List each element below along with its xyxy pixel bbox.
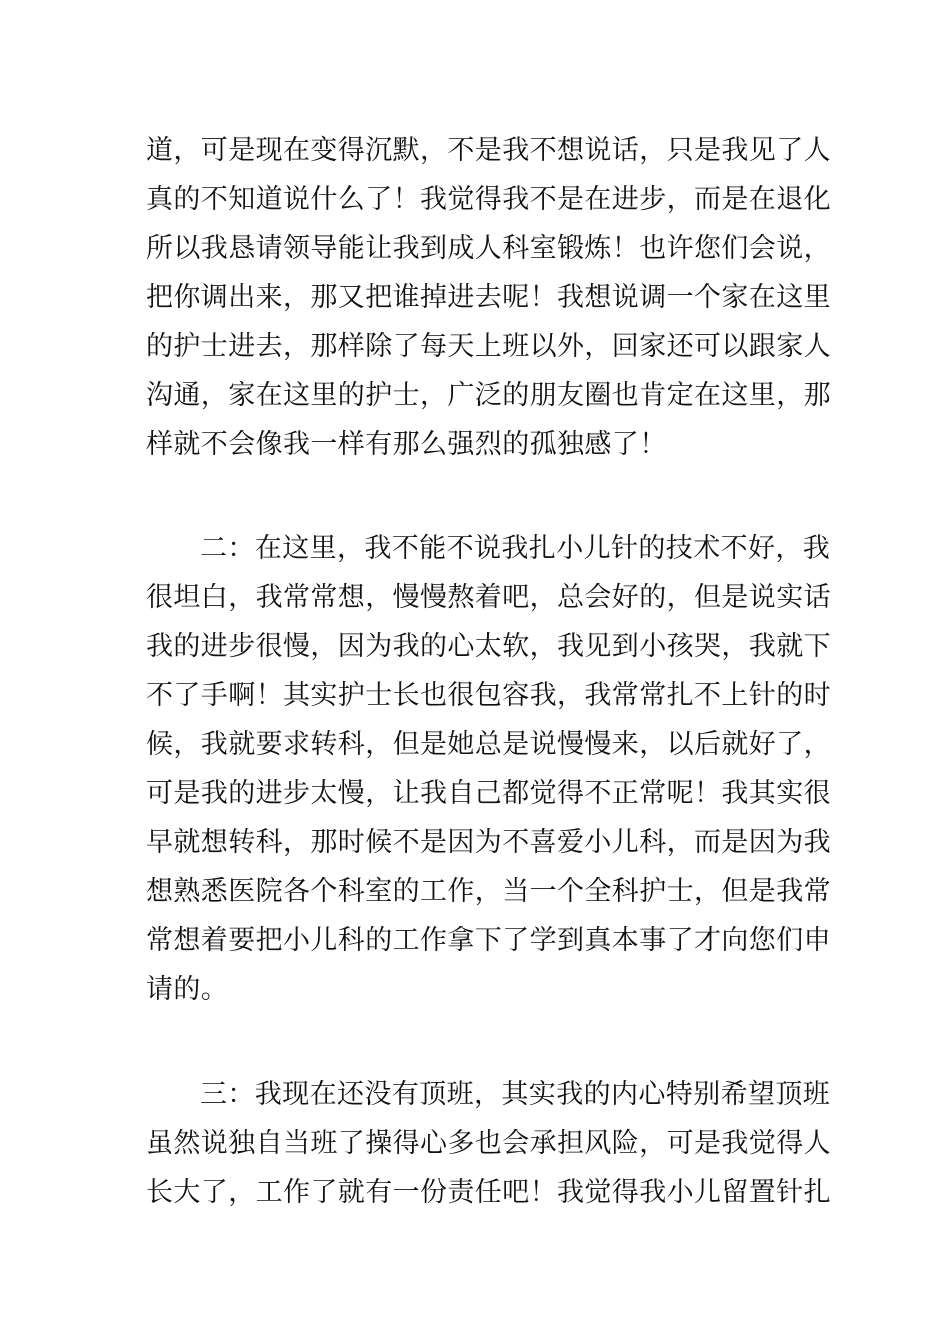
text-line: 我的进步很慢，因为我的心太软，我见到小孩哭，我就下 bbox=[146, 631, 831, 662]
paragraph-1 bbox=[146, 126, 831, 469]
paragraph-2 bbox=[146, 524, 831, 1014]
text-line: 不了手啊！其实护士长也很包容我，我常常扎不上针的时 bbox=[146, 680, 831, 711]
text-line-indented: 三：我现在还没有顶班，其实我的内心特别希望顶班 bbox=[200, 1079, 831, 1110]
text-line: 所以我恳请领导能让我到成人科室锻炼！也许您们会说， bbox=[146, 233, 831, 264]
text-line-indented: 二：在这里，我不能不说我扎小儿针的技术不好，我 bbox=[200, 533, 831, 564]
text-line: 的护士进去，那样除了每天上班以外，回家还可以跟家人 bbox=[146, 331, 831, 362]
text-line: 想熟悉医院各个科室的工作，当一个全科护士，但是我常 bbox=[146, 876, 831, 907]
text-line: 候，我就要求转科，但是她总是说慢慢来，以后就好了， bbox=[146, 729, 831, 760]
text-line: 沟通，家在这里的护士，广泛的朋友圈也肯定在这里，那 bbox=[146, 380, 831, 411]
text-line: 道，可是现在变得沉默，不是我不想说话，只是我见了人 bbox=[146, 135, 831, 166]
text-line: 把你调出来，那又把谁掉进去呢！我想说调一个家在这里 bbox=[146, 282, 831, 313]
paragraph-3 bbox=[146, 1070, 831, 1217]
text-line: 请的。 bbox=[146, 974, 229, 1005]
text-line: 可是我的进步太慢，让我自己都觉得不正常呢！我其实很 bbox=[146, 778, 831, 809]
text-line: 很坦白，我常常想，慢慢熬着吧，总会好的，但是说实话 bbox=[146, 582, 831, 613]
text-line: 虽然说独自当班了操得心多也会承担风险，可是我觉得人 bbox=[146, 1128, 831, 1159]
text-line: 样就不会像我一样有那么强烈的孤独感了！ bbox=[146, 429, 667, 460]
text-line: 常想着要把小儿科的工作拿下了学到真本事了才向您们申 bbox=[146, 925, 831, 956]
text-line: 早就想转科，那时候不是因为不喜爱小儿科，而是因为我 bbox=[146, 827, 831, 858]
text-line: 真的不知道说什么了！我觉得我不是在进步，而是在退化 bbox=[146, 184, 831, 215]
text-line: 长大了，工作了就有一份责任吧！我觉得我小儿留置针扎 bbox=[146, 1177, 831, 1208]
